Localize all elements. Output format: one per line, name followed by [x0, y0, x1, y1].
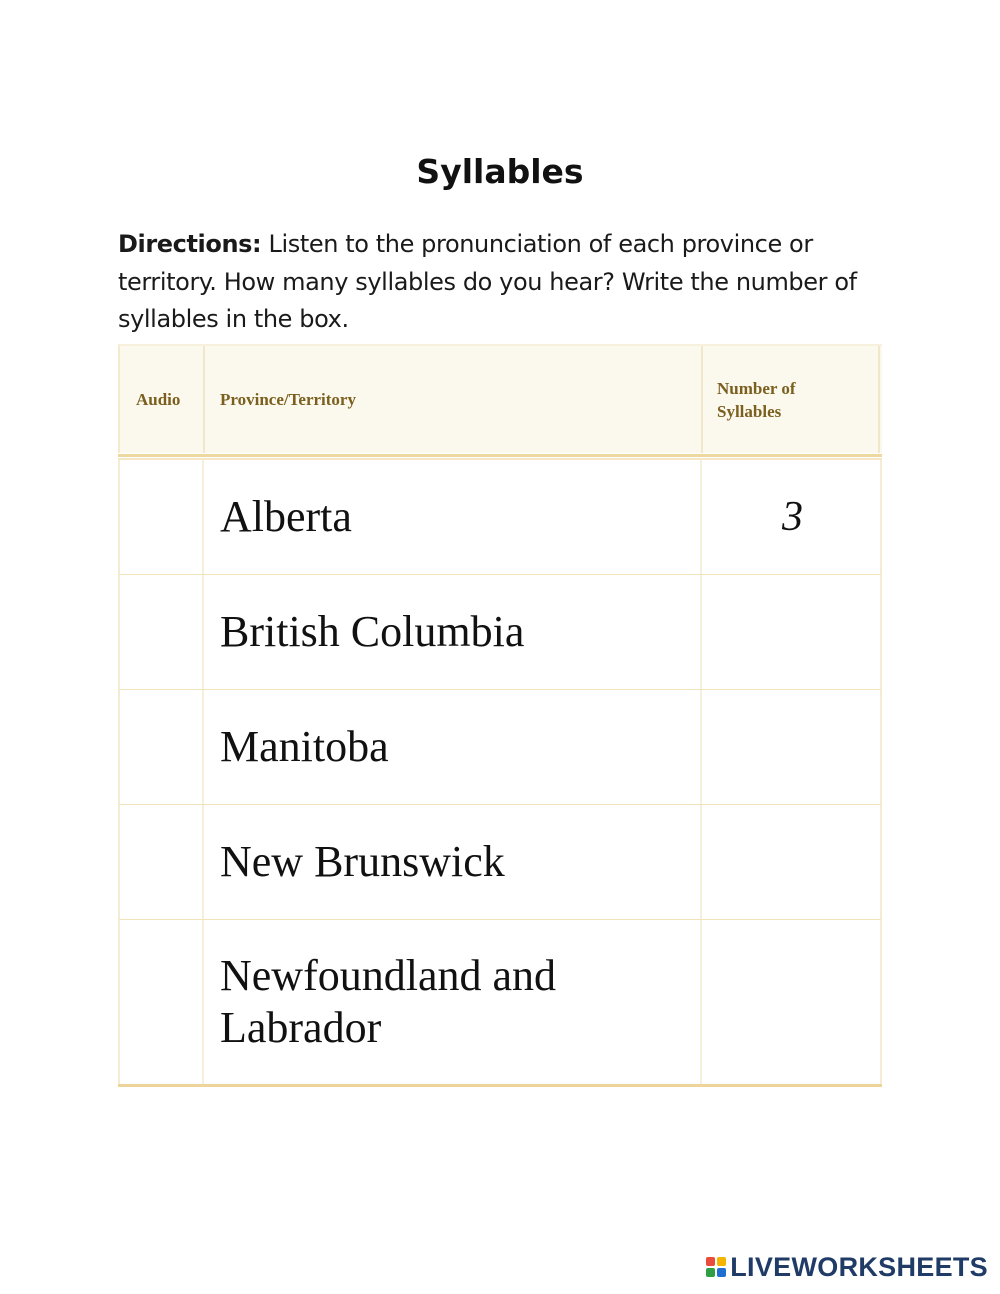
- header-rule: [118, 454, 882, 457]
- logo-square: [706, 1257, 715, 1266]
- row-divider: [700, 690, 702, 804]
- row-divider: [700, 920, 702, 1084]
- logo-square: [717, 1268, 726, 1277]
- province-name: Newfoundland and Labrador: [220, 951, 557, 1052]
- directions-text: Listen to the pronunciation of each province or territory. How many syllables do you hear? Write the number of syllables in the box.: [118, 230, 857, 333]
- header-syllables: Number of Syllables: [717, 379, 796, 421]
- syllables-table: [118, 344, 882, 1087]
- audio-cell[interactable]: [120, 575, 204, 689]
- audio-cell[interactable]: [120, 805, 204, 919]
- syllable-answer-box[interactable]: [705, 920, 880, 1084]
- table-row: [118, 805, 882, 920]
- table-row: [118, 575, 882, 690]
- header-divider: [878, 346, 880, 453]
- table-row: [118, 920, 882, 1084]
- liveworksheets-logo-icon: [706, 1257, 726, 1277]
- row-divider: [700, 460, 702, 574]
- table-row: [118, 460, 882, 575]
- audio-cell[interactable]: [120, 690, 204, 804]
- province-name: Alberta: [220, 492, 352, 541]
- syllable-answer-box[interactable]: [705, 575, 880, 689]
- row-divider: [700, 575, 702, 689]
- province-name: British Columbia: [220, 607, 525, 656]
- table-header: [118, 344, 882, 453]
- row-divider: [700, 805, 702, 919]
- table-bottom-rule: [118, 1084, 882, 1087]
- syllable-answer-box[interactable]: 3: [782, 494, 803, 540]
- brand-wordmark: LIVEWORKSHEETS: [730, 1252, 988, 1282]
- audio-cell[interactable]: [120, 460, 204, 574]
- directions-label: Directions:: [118, 230, 262, 258]
- syllable-answer-box[interactable]: [705, 805, 880, 919]
- province-name: New Brunswick: [220, 837, 505, 886]
- liveworksheets-brand[interactable]: [706, 1252, 988, 1282]
- syllable-answer-box[interactable]: [705, 690, 880, 804]
- logo-square: [706, 1268, 715, 1277]
- header-divider: [203, 346, 205, 453]
- audio-cell[interactable]: [120, 920, 204, 1084]
- header-audio: Audio: [136, 390, 181, 409]
- logo-square: [717, 1257, 726, 1266]
- page-title: Syllables: [416, 152, 584, 191]
- header-divider: [701, 346, 703, 453]
- province-name: Manitoba: [220, 722, 389, 771]
- header-province: Province/Territory: [220, 390, 356, 409]
- table-row: [118, 690, 882, 805]
- directions-paragraph: [118, 226, 878, 339]
